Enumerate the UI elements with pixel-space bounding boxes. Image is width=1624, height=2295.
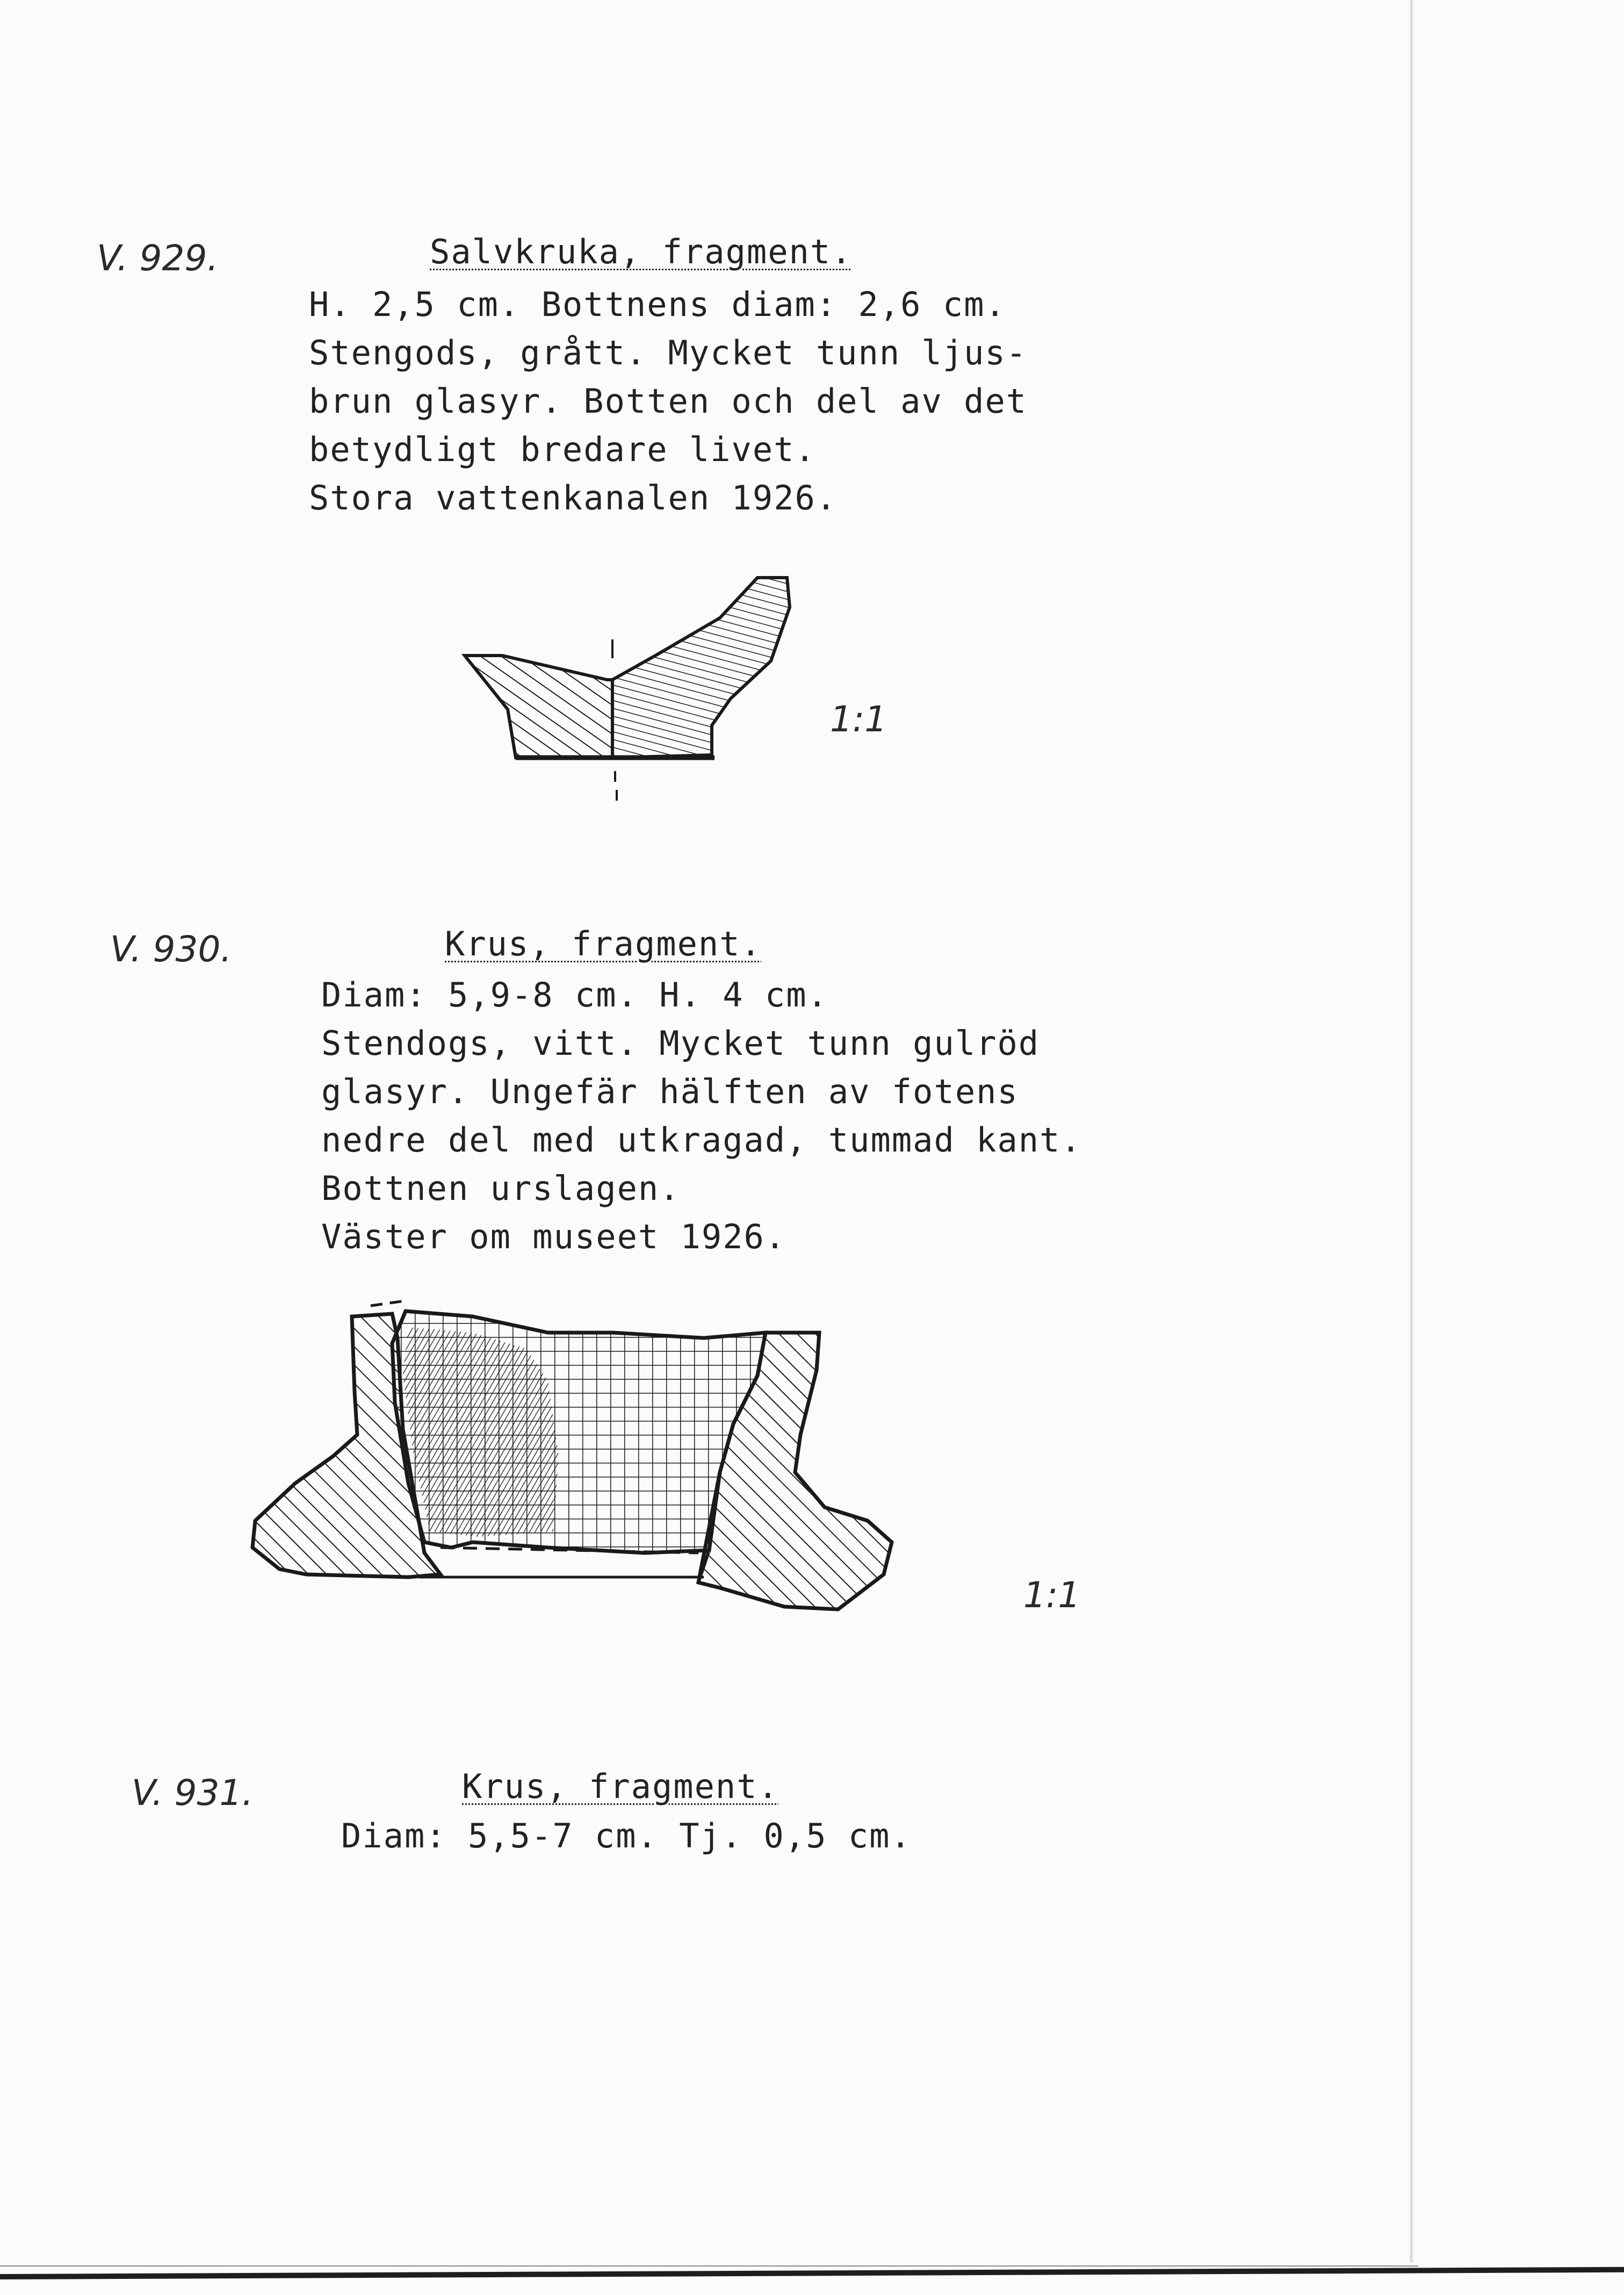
- entry-930-scale: 1:1: [1023, 1574, 1081, 1616]
- entry-929-number: V. 929.: [97, 238, 219, 279]
- entry-930-description: [321, 975, 1181, 1276]
- entry-930-title: Krus, fragment.: [445, 924, 762, 963]
- entry-929-line: Stora vattenkanalen 1926.: [309, 478, 838, 517]
- entry-929-title: Salvkruka, fragment.: [430, 232, 853, 271]
- entry-930-sketch: [247, 1295, 919, 1617]
- entry-929-line: brun glasyr. Botten och del av det: [309, 382, 1028, 421]
- entry-931-number: V. 931.: [132, 1772, 254, 1814]
- entry-930-line: nedre del med utkragad, tummad kant.: [321, 1120, 1082, 1160]
- entry-929-line: betydligt bredare livet.: [309, 430, 816, 469]
- entry-930-line: Stendogs, vitt. Mycket tunn gulröd: [321, 1024, 1040, 1063]
- entry-929-description: [309, 285, 1115, 527]
- entry-929-scale: 1:1: [830, 699, 887, 740]
- entry-930-line: Väster om museet 1926.: [321, 1217, 786, 1256]
- page-edge-shadow: [0, 2265, 1418, 2267]
- entry-930-number: V. 930.: [110, 929, 232, 970]
- entry-930-line: Diam: 5,9-8 cm. H. 4 cm.: [321, 975, 828, 1015]
- entry-930-line: glasyr. Ungefär hälften av fotens: [321, 1072, 1019, 1111]
- entry-929-line: Stengods, grått. Mycket tunn ljus-: [309, 333, 1028, 372]
- entry-931-line: Diam: 5,5-7 cm. Tj. 0,5 cm.: [341, 1816, 912, 1855]
- page-edge-right: [1410, 0, 1413, 2262]
- entry-931-title: Krus, fragment.: [462, 1767, 779, 1806]
- entry-929-sketch: [451, 564, 827, 811]
- entry-931-description: [341, 1816, 1147, 1870]
- page-edge-bottom: [0, 2267, 1624, 2279]
- entry-930-line: Bottnen urslagen.: [321, 1169, 681, 1208]
- entry-929-line: H. 2,5 cm. Bottnens diam: 2,6 cm.: [309, 285, 1006, 324]
